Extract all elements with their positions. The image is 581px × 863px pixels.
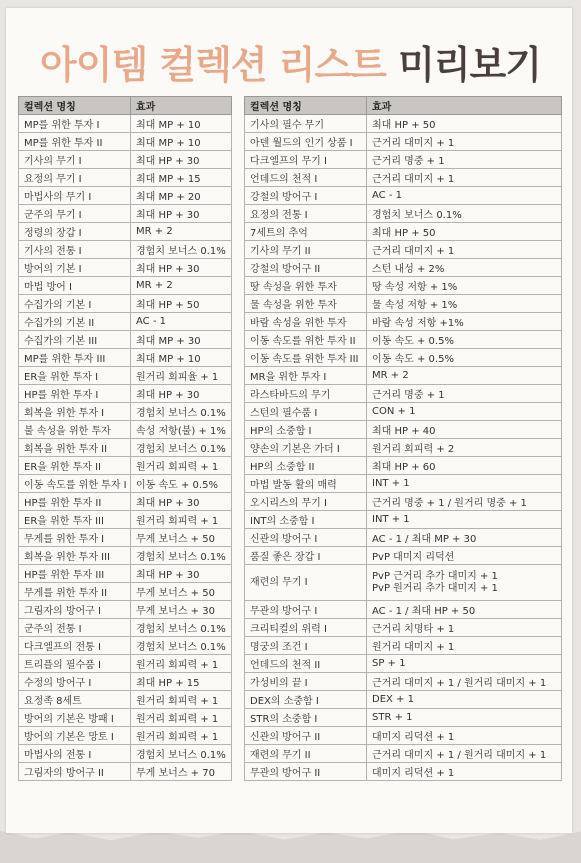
collection-effect-cell: 최대 HP + 30 — [131, 565, 232, 583]
collection-name-cell: 품질 좋은 장갑 I — [245, 547, 367, 565]
table-row — [245, 637, 562, 655]
title-part-2: 미리보기 — [398, 43, 541, 87]
collection-name-cell: 7세트의 추억 — [245, 223, 367, 241]
page-title — [0, 34, 581, 89]
collection-effect-cell: 최대 MP + 15 — [131, 169, 232, 187]
collection-name-cell: 기사의 무기 I — [19, 151, 131, 169]
table-row — [245, 655, 562, 673]
collection-effect-cell: 최대 HP + 30 — [131, 493, 232, 511]
collection-effect-cell: 경험치 보너스 0.1% — [367, 205, 562, 223]
collection-effect-cell: 대미지 리덕션 + 1 — [367, 727, 562, 745]
collection-name-cell: DEX의 소중함 I — [245, 691, 367, 709]
table-row — [245, 475, 562, 493]
table-row — [19, 529, 232, 547]
table-row — [19, 223, 232, 241]
collection-name-cell: 요정의 전통 I — [245, 205, 367, 223]
table-row — [245, 421, 562, 439]
table-row — [245, 259, 562, 277]
collection-name-cell: 신관의 방어구 I — [245, 529, 367, 547]
collection-effect-cell: MR + 2 — [131, 223, 232, 241]
table-row — [245, 673, 562, 691]
collection-name-cell: 강철의 방어구 II — [245, 259, 367, 277]
table-row — [245, 367, 562, 385]
collection-effect-cell: DEX + 1 — [367, 691, 562, 709]
collection-name-cell: MP를 위한 투자 I — [19, 115, 131, 133]
collection-name-cell: 요정족 8세트 — [19, 691, 131, 709]
collection-name-cell: 회복을 위한 투자 III — [19, 547, 131, 565]
table-row — [245, 529, 562, 547]
table-row — [19, 565, 232, 583]
right-table-body — [245, 115, 562, 781]
collection-effect-cell: 원거리 회피율 + 1 — [131, 367, 232, 385]
table-row — [19, 745, 232, 763]
collection-effect-cell: CON + 1 — [367, 403, 562, 421]
table-row — [245, 601, 562, 619]
collection-effect-cell: 원거리 회피력 + 1 — [131, 511, 232, 529]
table-row — [19, 691, 232, 709]
table-row — [19, 709, 232, 727]
collection-name-cell: MR을 위한 투자 I — [245, 367, 367, 385]
collection-effect-cell: 최대 HP + 50 — [367, 223, 562, 241]
collection-effect-cell: INT + 1 — [367, 511, 562, 529]
collection-effect-cell: 최대 HP + 30 — [131, 151, 232, 169]
collection-effect-cell: 원거리 회피력 + 1 — [131, 709, 232, 727]
collection-name-cell: 마법사의 전통 I — [19, 745, 131, 763]
table-row — [19, 763, 232, 781]
table-row — [245, 439, 562, 457]
table-row — [245, 619, 562, 637]
table-row — [245, 295, 562, 313]
collection-name-cell: 수집가의 기본 II — [19, 313, 131, 331]
collection-effect-cell: MR + 2 — [131, 277, 232, 295]
right-collection-table — [244, 96, 562, 781]
table-row — [19, 583, 232, 601]
table-row — [19, 655, 232, 673]
table-header-row — [19, 97, 232, 115]
collection-name-cell: 방어의 기본은 망토 I — [19, 727, 131, 745]
collection-effect-cell: INT + 1 — [367, 475, 562, 493]
collection-effect-line: PvP 원거리 추가 대미지 + 1 — [372, 582, 498, 594]
collection-effect-cell: 무게 보너스 + 70 — [131, 763, 232, 781]
collection-name-cell: 기사의 전통 I — [19, 241, 131, 259]
collection-name-cell: 수집가의 기본 I — [19, 295, 131, 313]
table-row — [19, 673, 232, 691]
collection-effect-cell: STR + 1 — [367, 709, 562, 727]
table-row — [245, 493, 562, 511]
collection-name-cell: 마법 방어 I — [19, 277, 131, 295]
collection-effect-cell: 최대 MP + 10 — [131, 349, 232, 367]
collection-name-cell: 트리플의 필수품 I — [19, 655, 131, 673]
collection-effect-cell: 대미지 리덕션 + 1 — [367, 763, 562, 781]
table-row — [245, 511, 562, 529]
table-row — [19, 439, 232, 457]
collection-effect-cell: 경험치 보너스 0.1% — [131, 439, 232, 457]
collection-name-cell: 불 속성을 위한 투자 — [19, 421, 131, 439]
collection-name-cell: 마법사의 무기 I — [19, 187, 131, 205]
table-row — [19, 133, 232, 151]
table-row — [19, 277, 232, 295]
collection-name-cell: 수정의 방어구 I — [19, 673, 131, 691]
table-row — [19, 547, 232, 565]
collection-name-cell: 라스타바드의 무기 — [245, 385, 367, 403]
collection-name-cell: 아덴 월드의 인기 상품 I — [245, 133, 367, 151]
column-header-name: 컬렉션 명칭 — [19, 97, 131, 115]
collection-name-cell: INT의 소중함 I — [245, 511, 367, 529]
collection-effect-cell: 물 속성 저항 + 1% — [367, 295, 562, 313]
collection-effect-cell — [367, 565, 562, 601]
collection-name-cell: 무관의 방어구 I — [245, 601, 367, 619]
collection-name-cell: 그림자의 방어구 I — [19, 601, 131, 619]
table-row — [19, 205, 232, 223]
table-row — [19, 169, 232, 187]
collection-name-cell: 재련의 무기 II — [245, 745, 367, 763]
collection-effect-cell: 최대 MP + 20 — [131, 187, 232, 205]
collection-effect-cell: 경험치 보너스 0.1% — [131, 619, 232, 637]
collection-name-cell: 군주의 무기 I — [19, 205, 131, 223]
collection-name-cell: 이동 속도를 위한 투자 I — [19, 475, 131, 493]
collection-name-cell: 스턴의 필수품 I — [245, 403, 367, 421]
collection-effect-cell: 근거리 치명타 + 1 — [367, 619, 562, 637]
table-row — [19, 637, 232, 655]
table-row — [245, 547, 562, 565]
table-row — [19, 385, 232, 403]
collection-name-cell: 무관의 방어구 II — [245, 763, 367, 781]
table-row — [245, 745, 562, 763]
collection-effect-cell: 최대 HP + 15 — [131, 673, 232, 691]
collection-name-cell: ER을 위한 투자 III — [19, 511, 131, 529]
collection-effect-cell: 경험치 보너스 0.1% — [131, 637, 232, 655]
collection-effect-cell: SP + 1 — [367, 655, 562, 673]
collection-name-cell: 무게를 위한 투자 I — [19, 529, 131, 547]
table-row — [19, 295, 232, 313]
collection-name-cell: 언데드의 천적 I — [245, 169, 367, 187]
collection-effect-cell: 원거리 회피력 + 1 — [131, 655, 232, 673]
collection-effect-cell: 이동 속도 + 0.5% — [367, 331, 562, 349]
table-row — [19, 313, 232, 331]
collection-effect-cell: 최대 HP + 60 — [367, 457, 562, 475]
collection-name-cell: 정령의 장갑 I — [19, 223, 131, 241]
table-row — [245, 727, 562, 745]
collection-name-cell: 오시리스의 무기 I — [245, 493, 367, 511]
collection-effect-cell: 근거리 명중 + 1 — [367, 385, 562, 403]
table-row — [19, 511, 232, 529]
collection-effect-cell: 경험치 보너스 0.1% — [131, 403, 232, 421]
collection-effect-cell: 경험치 보너스 0.1% — [131, 745, 232, 763]
table-row — [19, 457, 232, 475]
collection-effect-cell: 바람 속성 저항 +1% — [367, 313, 562, 331]
left-table-body — [19, 115, 232, 781]
collection-effect-cell: 이동 속도 + 0.5% — [131, 475, 232, 493]
table-row — [245, 241, 562, 259]
table-row — [19, 331, 232, 349]
table-row — [245, 457, 562, 475]
table-header-row — [245, 97, 562, 115]
collection-name-cell: 마법 발동 활의 매력 — [245, 475, 367, 493]
table-row — [245, 151, 562, 169]
table-row — [19, 475, 232, 493]
table-row — [245, 115, 562, 133]
table-row — [245, 205, 562, 223]
collection-name-cell: HP를 위한 투자 III — [19, 565, 131, 583]
collection-name-cell: 양손의 기본은 가더 I — [245, 439, 367, 457]
collection-name-cell: 강철의 방어구 I — [245, 187, 367, 205]
collection-name-cell: 회복을 위한 투자 II — [19, 439, 131, 457]
collection-effect-cell: 최대 MP + 10 — [131, 115, 232, 133]
table-row — [19, 619, 232, 637]
collection-effect-cell: 원거리 회피력 + 2 — [367, 439, 562, 457]
table-row — [245, 565, 562, 601]
table-row — [19, 115, 232, 133]
table-row — [19, 241, 232, 259]
collection-effect-cell: AC - 1 — [367, 187, 562, 205]
collection-effect-cell: 무게 보너스 + 50 — [131, 529, 232, 547]
collection-name-cell: 명궁의 조건 I — [245, 637, 367, 655]
collection-name-cell: MP를 위한 투자 II — [19, 133, 131, 151]
collection-effect-cell: 근거리 대미지 + 1 — [367, 133, 562, 151]
collection-name-cell: 다크엘프의 무기 I — [245, 151, 367, 169]
collection-name-cell: HP의 소중함 I — [245, 421, 367, 439]
table-row — [19, 601, 232, 619]
table-row — [245, 349, 562, 367]
column-header-name: 컬렉션 명칭 — [245, 97, 367, 115]
table-row — [245, 313, 562, 331]
collection-name-cell: 바람 속성을 위한 투자 — [245, 313, 367, 331]
collection-effect-cell: 최대 HP + 50 — [131, 295, 232, 313]
table-row — [245, 169, 562, 187]
collection-effect-cell: 원거리 회피력 + 1 — [131, 691, 232, 709]
collection-effect-cell: 스턴 내성 + 2% — [367, 259, 562, 277]
collection-name-cell: 이동 속도를 위한 투자 II — [245, 331, 367, 349]
collection-effect-cell: 최대 HP + 30 — [131, 385, 232, 403]
table-row — [245, 385, 562, 403]
table-row — [245, 403, 562, 421]
collection-effect-cell: 원거리 대미지 + 1 — [367, 637, 562, 655]
table-row — [245, 223, 562, 241]
collection-effect-cell: 근거리 대미지 + 1 — [367, 169, 562, 187]
collection-name-cell: 언데드의 천적 II — [245, 655, 367, 673]
collection-effect-cell: 땅 속성 저항 + 1% — [367, 277, 562, 295]
table-row — [19, 403, 232, 421]
collection-effect-cell: 이동 속도 + 0.5% — [367, 349, 562, 367]
collection-name-cell: 기사의 무기 II — [245, 241, 367, 259]
collection-name-cell: 그림자의 방어구 II — [19, 763, 131, 781]
collection-effect-cell: 근거리 대미지 + 1 / 원거리 대미지 + 1 — [367, 673, 562, 691]
collection-effect-cell: 근거리 명중 + 1 / 원거리 명중 + 1 — [367, 493, 562, 511]
collection-effect-cell: 최대 HP + 50 — [367, 115, 562, 133]
collection-effect-cell: 원거리 회피력 + 1 — [131, 727, 232, 745]
collection-name-cell: 땅 속성을 위한 투자 — [245, 277, 367, 295]
table-row — [245, 763, 562, 781]
table-row — [19, 367, 232, 385]
collection-effect-cell: 최대 HP + 30 — [131, 259, 232, 277]
collection-effect-cell: 최대 HP + 30 — [131, 205, 232, 223]
table-row — [19, 187, 232, 205]
collection-effect-cell: 최대 MP + 30 — [131, 331, 232, 349]
collection-name-cell: 무게를 위한 투자 II — [19, 583, 131, 601]
title-part-1: 아이템 컬렉션 리스트 — [40, 43, 386, 87]
collection-name-cell: 방어의 기본은 방패 I — [19, 709, 131, 727]
collection-name-cell: 물 속성을 위한 투자 — [245, 295, 367, 313]
collection-name-cell: 크리티컬의 위력 I — [245, 619, 367, 637]
collection-name-cell: 방어의 기본 I — [19, 259, 131, 277]
table-row — [19, 349, 232, 367]
collection-name-cell: ER을 위한 투자 II — [19, 457, 131, 475]
table-row — [245, 277, 562, 295]
column-header-effect: 효과 — [131, 97, 232, 115]
collection-effect-cell: 근거리 대미지 + 1 — [367, 241, 562, 259]
collection-name-cell: ER을 위한 투자 I — [19, 367, 131, 385]
collection-name-cell: HP를 위한 투자 II — [19, 493, 131, 511]
collection-effect-cell: 무게 보너스 + 30 — [131, 601, 232, 619]
collection-effect-cell: 최대 HP + 40 — [367, 421, 562, 439]
collection-effect-cell: 무게 보너스 + 50 — [131, 583, 232, 601]
collection-name-cell: MP를 위한 투자 III — [19, 349, 131, 367]
collection-name-cell: STR의 소중함 I — [245, 709, 367, 727]
collection-name-cell: HP를 위한 투자 I — [19, 385, 131, 403]
collection-effect-cell: 근거리 명중 + 1 — [367, 151, 562, 169]
table-row — [19, 493, 232, 511]
collection-effect-cell: 최대 MP + 10 — [131, 133, 232, 151]
collection-effect-cell: 속성 저항(불) + 1% — [131, 421, 232, 439]
collection-name-cell: HP의 소중함 II — [245, 457, 367, 475]
collection-effect-cell: AC - 1 / 최대 HP + 50 — [367, 601, 562, 619]
collection-name-cell: 다크엘프의 전통 I — [19, 637, 131, 655]
table-row — [19, 151, 232, 169]
collection-effect-cell: PvP 대미지 리덕션 — [367, 547, 562, 565]
column-header-effect: 효과 — [367, 97, 562, 115]
collection-effect-cell: AC - 1 — [131, 313, 232, 331]
collection-effect-cell: 근거리 대미지 + 1 / 원거리 대미지 + 1 — [367, 745, 562, 763]
table-row — [245, 331, 562, 349]
collection-name-cell: 회복을 위한 투자 I — [19, 403, 131, 421]
collection-effect-line: PvP 근거리 추가 대미지 + 1 — [372, 570, 498, 582]
collection-name-cell: 수집가의 기본 III — [19, 331, 131, 349]
collection-effect-cell: AC - 1 / 최대 MP + 30 — [367, 529, 562, 547]
table-row — [245, 709, 562, 727]
torn-paper-edge — [0, 828, 581, 863]
collection-name-cell: 재련의 무기 I — [245, 565, 367, 601]
table-row — [19, 259, 232, 277]
collection-effect-cell: MR + 2 — [367, 367, 562, 385]
table-row — [245, 133, 562, 151]
collection-name-cell: 기사의 필수 무기 — [245, 115, 367, 133]
collection-effect-cell: 원거리 회피력 + 1 — [131, 457, 232, 475]
left-collection-table — [18, 96, 232, 781]
collection-name-cell: 이동 속도를 위한 투자 III — [245, 349, 367, 367]
collection-name-cell: 신관의 방어구 II — [245, 727, 367, 745]
table-row — [19, 727, 232, 745]
collection-name-cell: 요정의 무기 I — [19, 169, 131, 187]
table-row — [19, 421, 232, 439]
collection-effect-cell: 경험치 보너스 0.1% — [131, 547, 232, 565]
collection-name-cell: 가성비의 끝 I — [245, 673, 367, 691]
collection-effect-cell: 경험치 보너스 0.1% — [131, 241, 232, 259]
table-row — [245, 691, 562, 709]
collection-name-cell: 군주의 전통 I — [19, 619, 131, 637]
table-row — [245, 187, 562, 205]
